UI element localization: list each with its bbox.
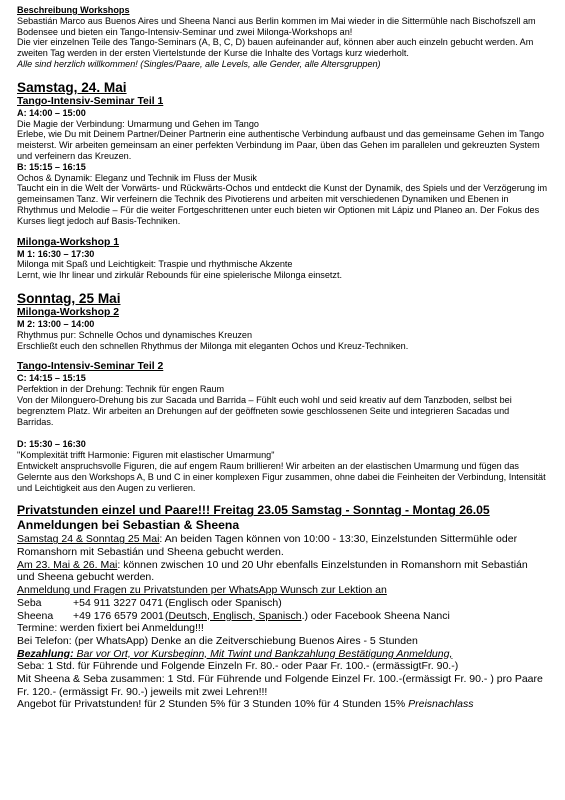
price-seba: Seba: 1 Std. für Führende und Folgende Einzeln Fr. 80.- oder Paar Fr. 100.- (ermässigtFr. 90.-)	[17, 660, 459, 673]
session-c-time: C: 14:15 – 15:15	[17, 373, 86, 384]
session-a-time: A: 14:00 – 15:00	[17, 107, 86, 118]
discount-offer	[17, 698, 548, 711]
contact-seba	[17, 597, 548, 610]
payment-label: Bezahlung:	[17, 647, 74, 660]
private-weekend-info	[17, 533, 548, 558]
session-d-time: D: 15:30 – 16:30	[17, 439, 86, 450]
intro-title: Beschreibung Workshops	[17, 5, 130, 15]
weekday-dates: Am 23. Mai & 26. Mai	[17, 558, 118, 571]
price-together: Mit Sheena & Seba zusammen: 1 Std. Für Führende und Folgende Einzel Fr. 100.-(ermässigt Fr. 90.- ) pro Paare Fr. 120.- (ermässigt Fr. 90.-) jeweils mit zwei Lehren!!!	[17, 673, 543, 698]
sunday-seminar-title: Tango-Intensiv-Seminar Teil 2	[17, 361, 164, 373]
contact-sheena-languages: (Deutsch, Englisch, Spanisch	[165, 609, 302, 622]
session-c-subtitle: Perfektion in der Drehung: Technik für engen Raum	[17, 384, 225, 395]
milonga-2-subtitle: Rhythmus pur: Schnelle Ochos und dynamisches Kreuzen	[17, 329, 253, 340]
weekend-details: : An beiden Tagen können von 10:00 - 13:30, Einzelstunden Sittermühle oder Romanshorn mit Sebastián und Sheena gebucht werden.	[17, 533, 518, 558]
saturday-seminar-title: Tango-Intensiv-Seminar Teil 1	[17, 95, 164, 107]
milonga-1-subtitle: Milonga mit Spaß und Leichtigkeit: Traspie und rhythmische Akzente	[17, 259, 293, 270]
milonga-1-text: Lernt, wie Ihr linear und zirkulär Rebounds für eine spielerische Milonga einsetzt.	[17, 270, 343, 281]
termine-info: Termine: werden fixiert bei Anmeldung!!!	[17, 622, 204, 635]
contact-sheena	[17, 610, 548, 623]
discount-text: Angebot für Privatstunden! für 2 Stunden 5% für 3 Stunden 10% für 4 Stunden 15%	[17, 698, 409, 711]
contact-seba-name: Seba	[17, 596, 42, 609]
session-a-subtitle: Die Magie der Verbindung: Umarmung und Gehen im Tango	[17, 118, 259, 129]
payment-text: Bar vor Ort, vor Kursbeginn, Mit Twint und Bankzahlung Bestätigung Anmeldung,	[73, 647, 453, 660]
intro-paragraph-2: Die vier einzelnen Teile des Tango-Seminars (A, B, C, D) bauen aufeinander auf, können aber auch einzeln gebucht werden. Am zweiten Tag werden in der ersten Viertelstunde der Kurse die Inhalte des Vortags kurz wiederholt.	[17, 37, 534, 59]
saturday-heading: Samstag, 24. Mai	[17, 79, 127, 95]
discount-label: Preisnachlass	[408, 698, 474, 711]
payment-info	[17, 648, 548, 661]
saturday-section	[17, 80, 548, 281]
private-subheading: Anmeldungen bei Sebastian & Sheena	[17, 518, 240, 533]
contact-sheena-facebook: .) oder Facebook Sheena Nanci	[301, 609, 450, 622]
telefon-info: Bei Telefon: (per WhatsApp) Denke an die Zeitverschiebung Buenos Aires - 5 Stunden	[17, 634, 418, 647]
session-b-text: Taucht ein in die Welt der Vorwärts- und Rückwärts-Ochos und entdeckt die Kunst der Dynamik, des Spiels und der Verzögerung im gemeinsamen Tanz. Wir verfeinern die Technik des Pivotierens und arbeiten mit verschiedenen Dynamiken und Ebenen in Rhythmus und Melodie – Für die weiter Fortgeschrittenen unter euch bieten wir Optionen mit Lápiz und Planeo an. Der Fokus des Kurses liegt jedoch auf Basis-Techniken.	[17, 183, 548, 226]
milonga-2-text: Erschließt euch den schnellen Rhythmus der Milonga mit eleganten Ochos und Kreuz-Techniken.	[17, 340, 409, 351]
session-c-text: Von der Milonguero-Drehung bis zur Sacada und Barrida – Fühlt euch wohl und seid kreativ auf dem Tanzboden, selbst bei begrenztem Platz. Wir arbeiten an Drehungen auf der geöffneten sowie geschlossenen Seite und integrieren Sacadas und Barridas.	[17, 394, 512, 427]
sunday-heading: Sonntag, 25 Mai	[17, 290, 121, 306]
session-b-time: B: 15:15 – 16:15	[17, 161, 86, 172]
weekend-dates: Samstag 24 & Sonntag 25 Mai	[17, 533, 160, 546]
session-d-text: Entwickelt anspruchsvolle Figuren, die auf engem Raum brillieren! Wir arbeiten an der elastischen Umarmung und fügen das Gelernte aus den Workshops A, B und C in einer komplexen Figur zusammen, ohne dabei die Feinheiten der Verbindung, Intensität und Leichtigkeit aus den Augen zu verlieren.	[17, 460, 546, 493]
session-d-subtitle: "Komplexität trifft Harmonie: Figuren mit elastischer Umarmung"	[17, 450, 275, 461]
milonga-2-time: M 2: 13:00 – 14:00	[17, 318, 95, 329]
sunday-section	[17, 291, 548, 493]
intro-section	[17, 5, 548, 70]
private-heading: Privatstunden einzel und Paare!!! Freitag 23.05 Samstag - Sonntag - Montag 26.05	[17, 503, 490, 518]
contact-sheena-name: Sheena	[17, 609, 54, 622]
weekday-details: : können zwischen 10 und 20 Uhr ebenfalls Einzelstunden in Romanshorn mit Sebastián und Sheena gebucht werden.	[17, 558, 528, 584]
intro-welcome: Alle sind herzlich willkommen! (Singles/Paare, alle Levels, alle Gender, alle Altersgruppen)	[17, 58, 381, 69]
intro-paragraph-1: Sebastián Marco aus Buenos Aires und Sheena Nanci aus Berlin kommen im Mai wieder in die Sittermühle nach Bischofszell am Bodensee und bieten ein Tango-Intensiv-Seminar und zwei Milonga-Workshops an!	[17, 15, 536, 37]
whatsapp-info: Anmeldung und Fragen zu Privatstunden per WhatsApp Wunsch zur Lektion an	[17, 584, 387, 597]
session-b-subtitle: Ochos & Dynamik: Eleganz und Technik im Fluss der Musik	[17, 172, 257, 183]
session-a-text: Erlebe, wie Du mit Deinem Partner/Deiner Partnerin eine authentische Verbindung aufbaust und das gemeinsame Gehen im Tango meisterst. Wir arbeiten gemeinsam an einer perfekten Verbindung im Paar, üben das Gehen im parallelen und gekreuzten System und verfeinern das Kreuzen.	[17, 129, 545, 161]
contact-seba-languages: (Englisch oder Spanisch)	[165, 596, 282, 609]
milonga-1-title: Milonga-Workshop 1	[17, 236, 119, 248]
milonga-2-title: Milonga-Workshop 2	[17, 306, 119, 318]
contact-seba-phone[interactable]: +54 911 3227 0471	[73, 596, 164, 609]
private-lessons-section	[17, 503, 548, 711]
private-weekday-info	[17, 559, 548, 584]
milonga-1-time: M 1: 16:30 – 17:30	[17, 248, 95, 259]
contact-sheena-phone[interactable]: +49 176 6579 2001	[73, 609, 164, 622]
